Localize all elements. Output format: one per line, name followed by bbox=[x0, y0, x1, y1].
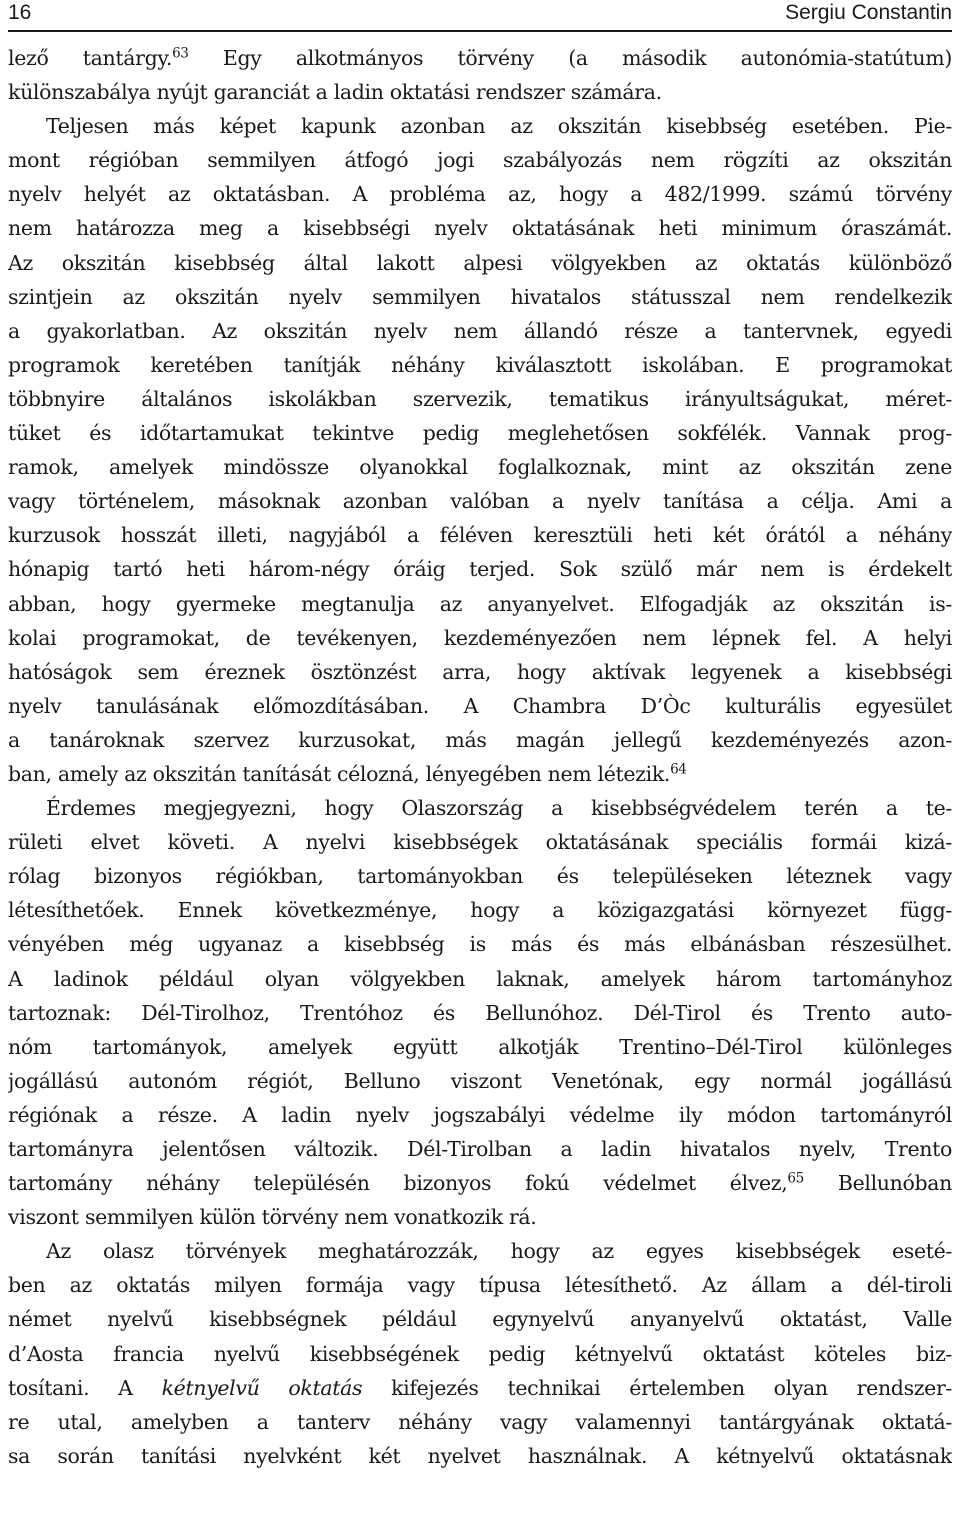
text-run: létesíthetőek. Ennek következménye, hogy a közigazgatási környezet függ- bbox=[8, 898, 952, 923]
text-line bbox=[8, 893, 952, 927]
text-run: hatóságok sem éreznek ösztönzést arra, hogy aktívak legyenek a kisebbségi bbox=[8, 659, 952, 684]
text-run: ban, amely az okszitán tanítását célozná, lényegében nem létezik. bbox=[8, 761, 671, 786]
text-run: tosítani. A bbox=[8, 1375, 162, 1400]
text-run: mont régióban semmilyen átfogó jogi szabályozás nem rögzíti az okszitán bbox=[8, 148, 952, 173]
text-run: ramok, amelyek mindössze olyanokkal foglalkoznak, mint az okszitán zene bbox=[8, 455, 952, 480]
text-line bbox=[8, 1030, 952, 1064]
text-run: lező tantárgy. bbox=[8, 46, 173, 70]
text-run: kifejezés technikai értelemben olyan rendszer- bbox=[362, 1375, 952, 1400]
text-line bbox=[8, 1337, 952, 1371]
text-run: tartományra jelentősen változik. Dél-Tirolban a ladin hivatalos nyelv, Trento bbox=[8, 1137, 952, 1161]
text-run: re utal, amelyben a tanterv néhány vagy valamennyi tantárgyának oktatá- bbox=[8, 1409, 952, 1434]
running-head-author: Sergiu Constantin bbox=[785, 1, 952, 24]
text-line bbox=[8, 1302, 952, 1336]
text-line bbox=[8, 757, 952, 791]
text-run: kolai programokat, de tevékenyen, kezdeményezően nem lépnek fel. A helyi bbox=[8, 625, 952, 650]
text-run: tüket és időtartamukat tekintve pedig meglehetősen sokfélék. Vannak prog- bbox=[8, 421, 952, 446]
text-run: tartoznak: Dél-Tirolhoz, Trentóhoz és Bellunóhoz. Dél-Tirol és Trento auto- bbox=[8, 1000, 952, 1025]
text-line bbox=[8, 996, 952, 1030]
emphasized-term: kétnyelvű oktatás bbox=[161, 1375, 363, 1400]
text-line bbox=[8, 723, 952, 757]
text-line bbox=[8, 382, 952, 416]
text-line bbox=[8, 689, 952, 723]
footnote-marker: 64 bbox=[670, 761, 687, 778]
text-run: sa során tanítási nyelvként két nyelvet használnak. A kétnyelvű oktatásnak bbox=[8, 1443, 952, 1468]
text-line bbox=[8, 348, 952, 382]
text-line bbox=[8, 962, 952, 996]
text-run: régiónak a része. A ladin nyelv jogszabályi védelme ily módon tartományról bbox=[8, 1102, 952, 1127]
text-run: programok keretében tanítják néhány kiválasztott iskolában. E programokat bbox=[8, 352, 952, 377]
text-run: d’Aosta francia nyelvű kisebbségének pedig kétnyelvű oktatást köteles biz- bbox=[8, 1341, 952, 1366]
text-line bbox=[8, 1268, 952, 1302]
text-line bbox=[8, 1234, 952, 1268]
text-run: nyelv tanulásának előmozdításában. A Chambra D’Òc kulturális egyesület bbox=[8, 693, 952, 718]
text-run: viszont semmilyen külön törvény nem vonatkozik rá. bbox=[8, 1205, 537, 1230]
text-line bbox=[8, 1166, 952, 1200]
text-run: nóm tartományok, amelyek együtt alkotják Trentino–Dél-Tirol különleges bbox=[8, 1034, 952, 1059]
text-run: rületi elvet követi. A nyelvi kisebbségek oktatásának speciális formái kizá- bbox=[8, 830, 952, 855]
text-run: jogállású autonóm régiót, Belluno viszont Venetónak, egy normál jogállású bbox=[8, 1068, 952, 1093]
text-line bbox=[8, 450, 952, 484]
footnote-marker: 65 bbox=[787, 1170, 804, 1187]
text-line bbox=[8, 280, 952, 314]
text-line bbox=[8, 1405, 952, 1439]
text-line bbox=[8, 621, 952, 655]
text-run: vényében még ugyanaz a kisebbség is más és más elbánásban részesülhet. bbox=[8, 932, 952, 957]
text-run: hónapig tartó heti három-négy óráig terjed. Sok szülő már nem is érdekelt bbox=[8, 557, 952, 582]
text-run: Teljesen más képet kapunk azonban az okszitán kisebbség esetében. Pie- bbox=[46, 114, 952, 139]
text-line bbox=[8, 314, 952, 348]
text-line bbox=[8, 416, 952, 450]
text-run: rólag bizonyos régiókban, tartományokban és településeken léteznek vagy bbox=[8, 864, 952, 889]
footnote-marker: 63 bbox=[172, 45, 189, 62]
text-run: többnyire általános iskolákban szervezik, tematikus irányultságukat, méret- bbox=[8, 386, 952, 411]
text-run: A ladinok például olyan völgyekben laknak, amelyek három tartományhoz bbox=[8, 966, 952, 991]
text-run: nyelv helyét az oktatásban. A probléma az, hogy a 482/1999. számú törvény bbox=[8, 182, 952, 207]
text-run: Az okszitán kisebbség által lakott alpesi völgyekben az oktatás különböző bbox=[8, 250, 952, 275]
text-run: német nyelvű kisebbségnek például egynyelvű anyanyelvű oktatást, Valle bbox=[8, 1307, 952, 1332]
text-run: Az olasz törvények meghatározzák, hogy az egyes kisebbségek eseté- bbox=[46, 1239, 952, 1264]
running-head bbox=[8, 0, 952, 32]
text-line bbox=[8, 518, 952, 552]
text-run: tartomány néhány településén bizonyos fokú védelmet élvez, bbox=[8, 1171, 788, 1196]
page-number: 16 bbox=[8, 1, 32, 24]
text-line bbox=[8, 246, 952, 280]
text-line bbox=[8, 927, 952, 961]
text-line bbox=[8, 791, 952, 825]
text-line bbox=[8, 1439, 952, 1473]
text-line bbox=[8, 1200, 952, 1234]
text-run: vagy történelem, másoknak azonban valóban a nyelv tanítása a célja. Ami a bbox=[8, 489, 952, 514]
text-line bbox=[8, 655, 952, 689]
text-run: Bellunóban bbox=[803, 1171, 952, 1196]
text-line bbox=[8, 1098, 952, 1132]
body-text bbox=[8, 41, 952, 1473]
text-line bbox=[8, 41, 952, 75]
text-run: kurzusok hosszát illeti, nagyjából a féléven keresztüli heti két órától a néhány bbox=[8, 523, 952, 548]
text-line bbox=[8, 1064, 952, 1098]
text-line bbox=[8, 484, 952, 518]
text-run: nem határozza meg a kisebbségi nyelv oktatásának heti minimum óraszámát. bbox=[8, 216, 952, 241]
text-line bbox=[8, 587, 952, 621]
text-line bbox=[8, 177, 952, 211]
header-rule bbox=[8, 30, 952, 32]
text-line bbox=[8, 825, 952, 859]
text-line bbox=[8, 109, 952, 143]
text-line bbox=[8, 1132, 952, 1166]
text-run: Érdemes megjegyezni, hogy Olaszország a kisebbségvédelem terén a te- bbox=[46, 796, 952, 821]
text-run: a gyakorlatban. Az okszitán nyelv nem állandó része a tantervnek, egyedi bbox=[8, 318, 952, 343]
text-run: a tanároknak szervez kurzusokat, más magán jellegű kezdeményezés azon- bbox=[8, 727, 952, 752]
text-run: Egy alkotmányos törvény (a második autonómia-statútum) bbox=[188, 46, 952, 70]
text-line bbox=[8, 143, 952, 177]
text-line bbox=[8, 211, 952, 245]
text-line bbox=[8, 552, 952, 586]
text-run: különszabálya nyújt garanciát a ladin oktatási rendszer számára. bbox=[8, 80, 662, 105]
text-run: abban, hogy gyermeke megtanulja az anyanyelvet. Elfogadják az okszitán is- bbox=[8, 591, 952, 616]
text-line bbox=[8, 1371, 952, 1405]
text-line bbox=[8, 75, 952, 109]
text-line bbox=[8, 859, 952, 893]
text-run: szintjein az okszitán nyelv semmilyen hivatalos státusszal nem rendelkezik bbox=[8, 284, 952, 309]
text-run: ben az oktatás milyen formája vagy típusa létesíthető. Az állam a dél-tiroli bbox=[8, 1273, 952, 1298]
